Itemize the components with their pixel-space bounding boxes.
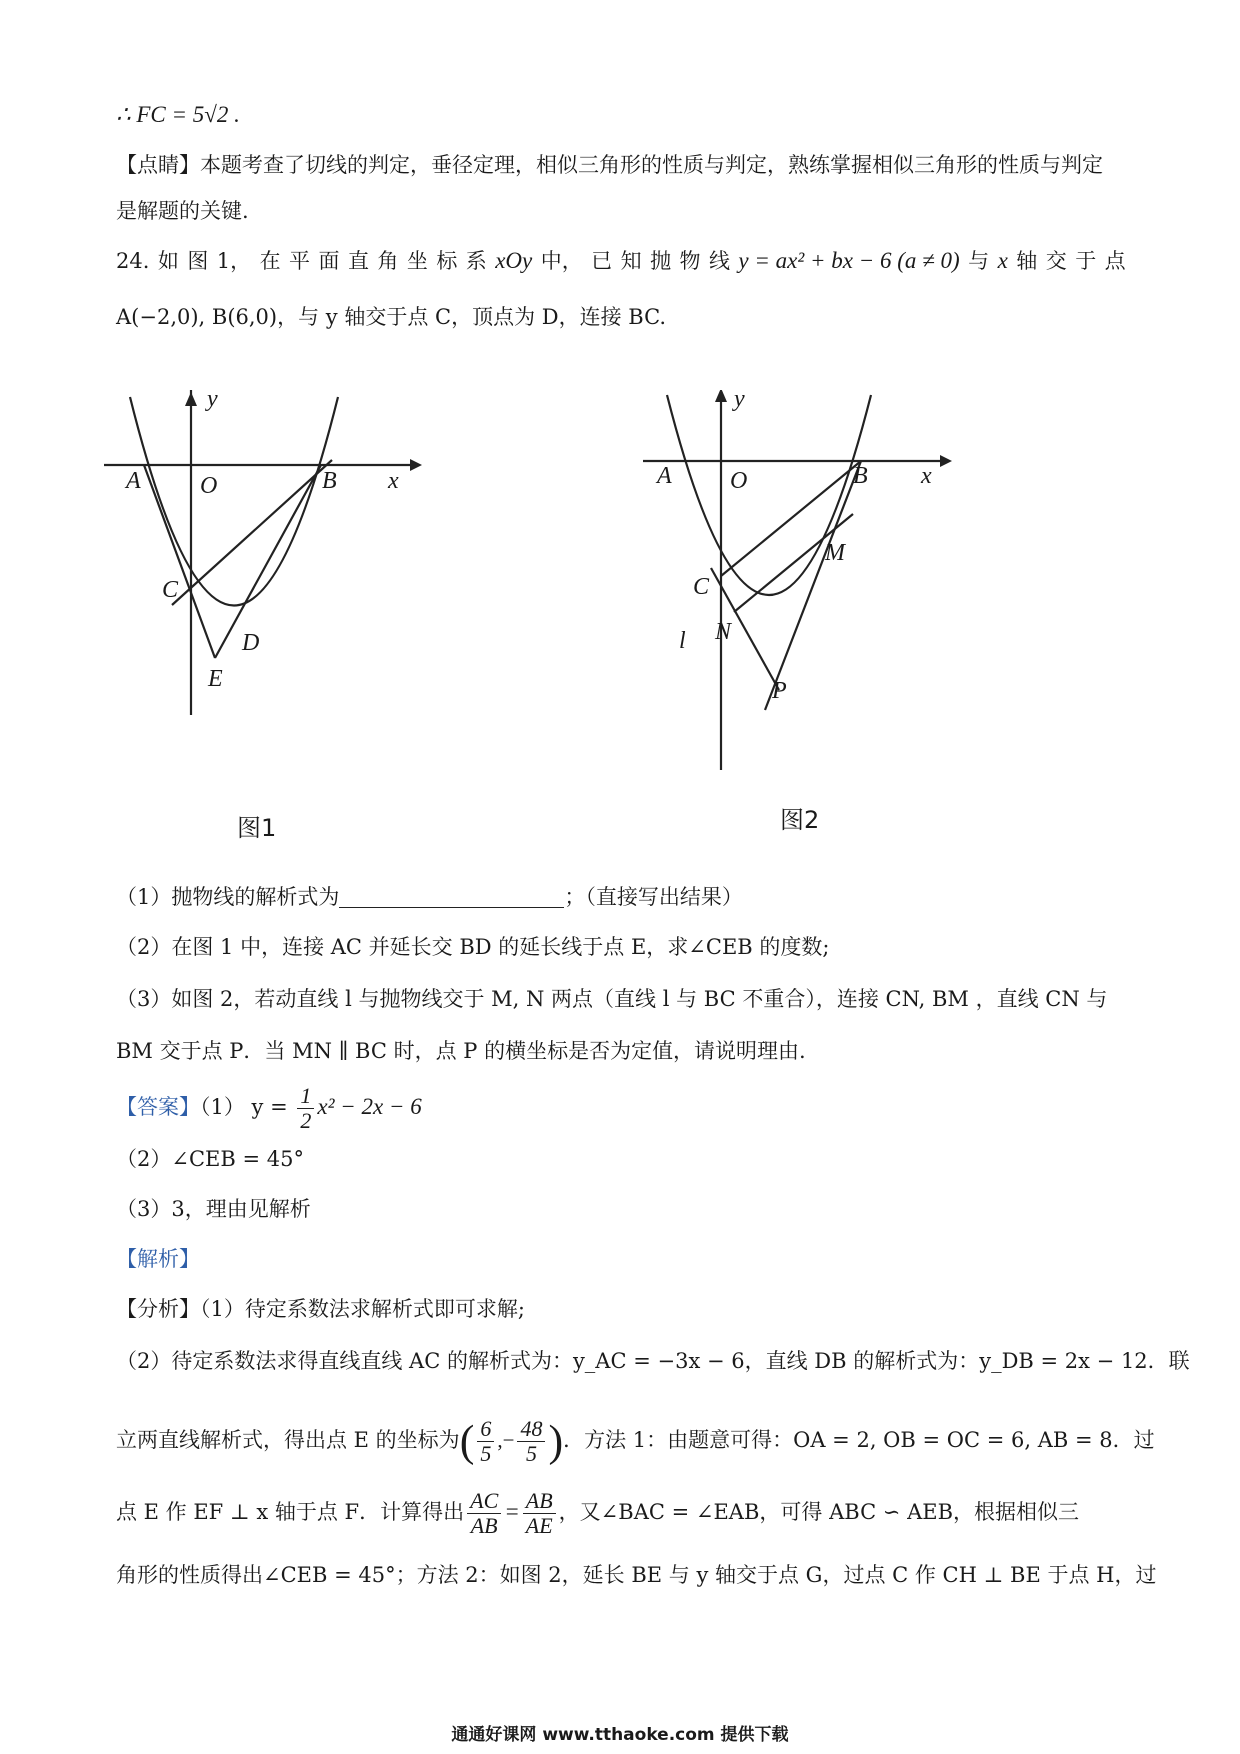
dianjing-tag: 【点睛】: [116, 153, 200, 177]
figure-2: [615, 390, 985, 790]
jiexi-tag: 【解析】: [116, 1247, 200, 1271]
part-3-question-line-2: BM 交于点 P．当 MN ∥ BC 时，点 P 的横坐标是否为定值，请说明理由.: [116, 1039, 806, 1063]
question-24-line-2: A(−2,0), B(6,0)，与 y 轴交于点 C，顶点为 D，连接 BC.: [116, 305, 667, 329]
label-c: C: [693, 574, 710, 600]
x-axis-arrow: [940, 455, 952, 467]
y-axis-arrow: [185, 392, 197, 406]
answer-fraction: $\frac{1}{2}$: [297, 1084, 314, 1133]
label-b: B: [853, 463, 868, 489]
fc-conclusion: ∴ FC = 5√2 .: [116, 102, 240, 127]
page-footer: 通通好课网 www.tthaoke.com 提供下载: [451, 1725, 789, 1745]
part-1-question: （1）抛物线的解析式为 ；（直接写出结果）: [116, 885, 743, 909]
x-axis-arrow: [410, 459, 422, 471]
fenxi-line-2: （2）待定系数法求得直线直线 AC 的解析式为：y_AC = −3x − 6，直线 DB 的解析式为：y_DB = 2x − 12．联: [116, 1349, 1190, 1373]
label-e: E: [208, 666, 223, 692]
answer-line-3: （3）3，理由见解析: [116, 1197, 311, 1221]
point-e-y: $\frac{48}{5}$: [517, 1417, 545, 1466]
line-be: [215, 465, 321, 658]
label-d: D: [242, 630, 260, 656]
fenxi-tag: 【分析】: [116, 1297, 200, 1321]
y-axis-arrow: [715, 390, 727, 402]
label-a: A: [126, 468, 141, 494]
label-p: P: [772, 678, 787, 704]
dianjing-line-1: 【点睛】本题考查了切线的判定，垂径定理，相似三角形的性质与判定，熟练掌握相似三角形的性质与判定: [116, 153, 1103, 177]
ratio-ac-ab: $\frac{AC}{AB}$: [467, 1489, 501, 1538]
fenxi-line-4: 点 E 作 EF ⊥ x 轴于点 F．计算得出 $\frac{AC}{AB}$ = $\frac{AB}{AE}$ ，又∠BAC = ∠EAB，可得 ABC ∽ AEB，根据相似三: [116, 1488, 1080, 1538]
fenxi-line-1: 【分析】（1）待定系数法求解析式即可求解;: [116, 1297, 525, 1321]
answer-tag: 【答案】: [116, 1095, 200, 1119]
part-3-question-line-1: （3）如图 2，若动直线 l 与抛物线交于 M, N 两点（直线 l 与 BC 不重合），连接 CN, BM ，直线 CN 与: [116, 987, 1108, 1011]
line-bmp: [765, 461, 861, 710]
figure-1: [100, 390, 460, 790]
label-l: l: [679, 628, 686, 654]
label-o: O: [200, 473, 218, 499]
line-bc: [172, 460, 332, 605]
part-2-question: （2）在图 1 中，连接 AC 并延长交 BD 的延长线于点 E，求∠CEB 的度数;: [116, 935, 830, 959]
answer-line-1: 【答案】（1） y = $\frac{1}{2}$ x² − 2x − 6: [116, 1083, 422, 1133]
label-x: x: [388, 468, 399, 494]
label-x: x: [921, 463, 932, 489]
label-a: A: [657, 463, 672, 489]
label-o: O: [730, 468, 748, 494]
figure-1-caption: 图1: [237, 814, 277, 842]
parabola: [130, 397, 338, 606]
label-b: B: [322, 468, 337, 494]
answer-line-2: （2）∠CEB = 45°: [116, 1147, 304, 1171]
label-c: C: [162, 577, 179, 603]
jiexi-heading: [116, 1244, 1126, 1274]
ratio-ab-ae: $\frac{AB}{AE}$: [523, 1489, 556, 1538]
dianjing-line-2: 是解题的关键.: [116, 199, 249, 223]
fenxi-line-3: 立两直线解析式，得出点 E 的坐标为( $\frac{6}{5}$ ,− $\frac{48}{5}$ )．方法 1：由题意可得：OA = 2, OB = OC = 6, AB = 8．过: [116, 1416, 1155, 1466]
label-m: M: [825, 540, 845, 566]
label-y: y: [207, 390, 218, 412]
fenxi-line-5: 角形的性质得出∠CEB = 45°；方法 2：如图 2，延长 BE 与 y 轴交于点 G，过点 C 作 CH ⊥ BE 于点 H，过: [116, 1563, 1157, 1587]
label-y: y: [734, 390, 745, 412]
answer-blank: [339, 885, 564, 908]
point-e-x: $\frac{6}{5}$: [477, 1417, 494, 1466]
label-n: N: [715, 619, 732, 645]
question-24-line-1: 24. 如 图 1， 在 平 面 直 角 坐 标 系 xOy 中， 已 知 抛 物 线 y = ax² + bx − 6 (a ≠ 0) 与 x 轴 交 于 点: [116, 248, 1126, 273]
figure-2-caption: 图2: [780, 806, 820, 834]
